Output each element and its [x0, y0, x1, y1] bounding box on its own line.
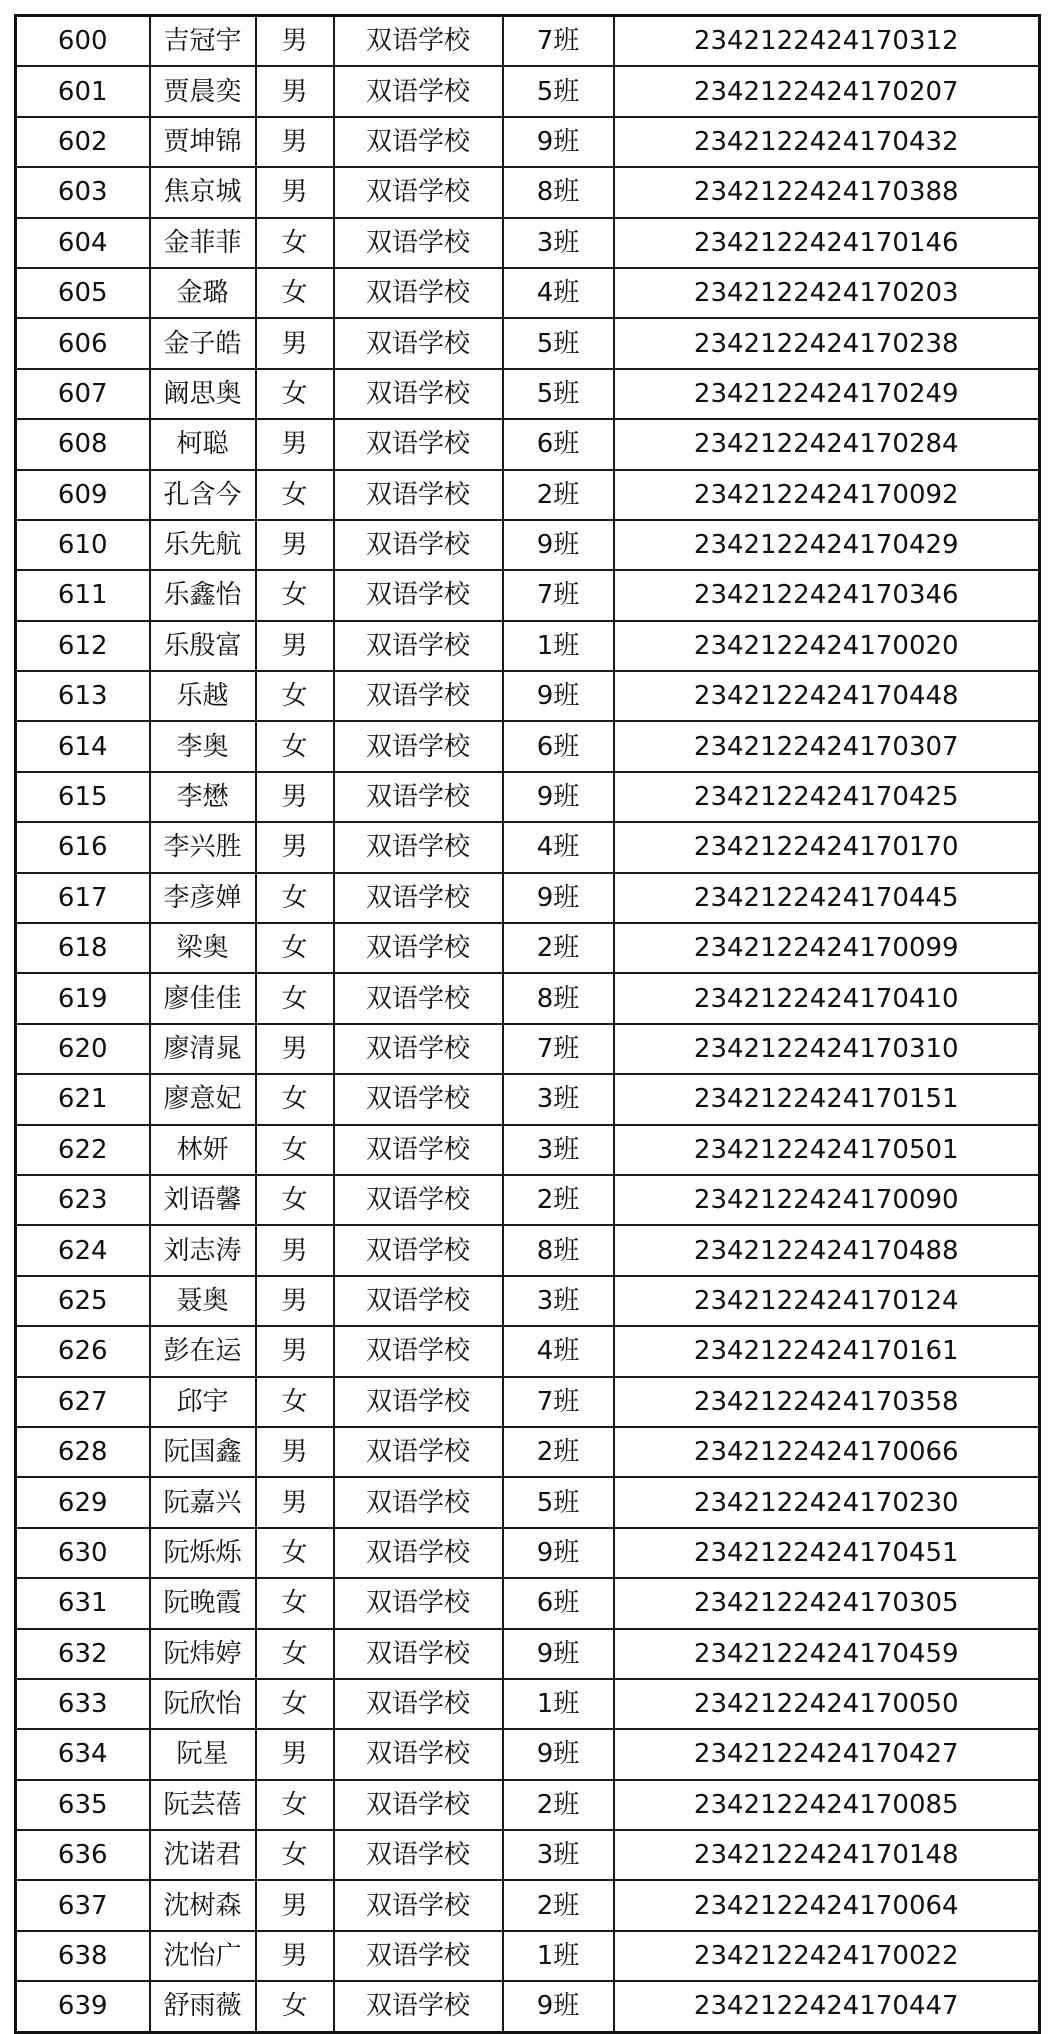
- school-cell: 双语学校: [334, 419, 503, 469]
- class-cell: 2班: [503, 1780, 614, 1830]
- class-cell: 5班: [503, 369, 614, 419]
- serial-number-cell: 613: [16, 671, 150, 721]
- class-cell: 9班: [503, 671, 614, 721]
- student-name-cell: 廖意妃: [150, 1074, 256, 1124]
- student-id-cell: 2342122424170022: [614, 1931, 1040, 1981]
- school-cell: 双语学校: [334, 470, 503, 520]
- student-id-cell: 2342122424170020: [614, 621, 1040, 671]
- table-row: [16, 1125, 1040, 1175]
- serial-number-cell: 611: [16, 570, 150, 620]
- student-name-cell: 李彦婵: [150, 873, 256, 923]
- school-cell: 双语学校: [334, 1528, 503, 1578]
- student-name-cell: 阚思奥: [150, 369, 256, 419]
- table-row: [16, 1477, 1040, 1527]
- student-id-cell: 2342122424170429: [614, 520, 1040, 570]
- school-cell: 双语学校: [334, 218, 503, 268]
- class-cell: 9班: [503, 873, 614, 923]
- table-row: [16, 570, 1040, 620]
- table-row: [16, 66, 1040, 116]
- student-id-cell: 2342122424170427: [614, 1729, 1040, 1779]
- serial-number-cell: 610: [16, 520, 150, 570]
- student-id-cell: 2342122424170124: [614, 1276, 1040, 1326]
- student-name-cell: 乐先航: [150, 520, 256, 570]
- gender-cell: 女: [256, 1175, 334, 1225]
- student-id-cell: 2342122424170312: [614, 16, 1040, 67]
- school-cell: 双语学校: [334, 822, 503, 872]
- gender-cell: 男: [256, 1729, 334, 1779]
- student-name-cell: 金璐: [150, 268, 256, 318]
- class-cell: 2班: [503, 1175, 614, 1225]
- serial-number-cell: 634: [16, 1729, 150, 1779]
- student-name-cell: 金子皓: [150, 318, 256, 368]
- student-name-cell: 阮芸蓓: [150, 1780, 256, 1830]
- class-cell: 3班: [503, 1125, 614, 1175]
- table-row: [16, 772, 1040, 822]
- gender-cell: 男: [256, 520, 334, 570]
- student-id-cell: 2342122424170448: [614, 671, 1040, 721]
- class-cell: 9班: [503, 1729, 614, 1779]
- school-cell: 双语学校: [334, 318, 503, 368]
- student-name-cell: 金菲菲: [150, 218, 256, 268]
- class-cell: 2班: [503, 923, 614, 973]
- gender-cell: 女: [256, 1679, 334, 1729]
- table-row: [16, 117, 1040, 167]
- school-cell: 双语学校: [334, 1830, 503, 1880]
- gender-cell: 男: [256, 1225, 334, 1275]
- school-cell: 双语学校: [334, 1377, 503, 1427]
- school-cell: 双语学校: [334, 973, 503, 1023]
- student-name-cell: 阮星: [150, 1729, 256, 1779]
- student-name-cell: 阮国鑫: [150, 1427, 256, 1477]
- school-cell: 双语学校: [334, 1276, 503, 1326]
- table-row: [16, 923, 1040, 973]
- student-name-cell: 梁奥: [150, 923, 256, 973]
- class-cell: 8班: [503, 167, 614, 217]
- gender-cell: 男: [256, 1931, 334, 1981]
- student-id-cell: 2342122424170092: [614, 470, 1040, 520]
- serial-number-cell: 632: [16, 1629, 150, 1679]
- student-id-cell: 2342122424170203: [614, 268, 1040, 318]
- table-row: [16, 167, 1040, 217]
- school-cell: 双语学校: [334, 621, 503, 671]
- class-cell: 6班: [503, 721, 614, 771]
- table-row: [16, 822, 1040, 872]
- gender-cell: 男: [256, 772, 334, 822]
- table-row: [16, 1780, 1040, 1830]
- table-row: [16, 218, 1040, 268]
- student-name-cell: 刘语馨: [150, 1175, 256, 1225]
- gender-cell: 女: [256, 268, 334, 318]
- class-cell: 6班: [503, 419, 614, 469]
- student-id-cell: 2342122424170170: [614, 822, 1040, 872]
- class-cell: 7班: [503, 1377, 614, 1427]
- class-cell: 2班: [503, 1880, 614, 1930]
- serial-number-cell: 633: [16, 1679, 150, 1729]
- class-cell: 3班: [503, 1830, 614, 1880]
- table-row: [16, 16, 1040, 67]
- school-cell: 双语学校: [334, 570, 503, 620]
- gender-cell: 女: [256, 369, 334, 419]
- table-row: [16, 1981, 1040, 2032]
- student-name-cell: 刘志涛: [150, 1225, 256, 1275]
- school-cell: 双语学校: [334, 520, 503, 570]
- student-name-cell: 阮晚霞: [150, 1578, 256, 1628]
- serial-number-cell: 625: [16, 1276, 150, 1326]
- class-cell: 7班: [503, 1024, 614, 1074]
- class-cell: 5班: [503, 66, 614, 116]
- student-id-cell: 2342122424170501: [614, 1125, 1040, 1175]
- table-row: [16, 1377, 1040, 1427]
- class-cell: 9班: [503, 1528, 614, 1578]
- serial-number-cell: 604: [16, 218, 150, 268]
- table-row: [16, 318, 1040, 368]
- student-id-cell: 2342122424170346: [614, 570, 1040, 620]
- serial-number-cell: 621: [16, 1074, 150, 1124]
- student-id-cell: 2342122424170161: [614, 1326, 1040, 1376]
- serial-number-cell: 616: [16, 822, 150, 872]
- table-row: [16, 1427, 1040, 1477]
- class-cell: 3班: [503, 1276, 614, 1326]
- table-row: [16, 1276, 1040, 1326]
- serial-number-cell: 637: [16, 1880, 150, 1930]
- student-name-cell: 阮烁烁: [150, 1528, 256, 1578]
- class-cell: 6班: [503, 1578, 614, 1628]
- student-name-cell: 阮炜婷: [150, 1629, 256, 1679]
- student-name-cell: 彭在运: [150, 1326, 256, 1376]
- serial-number-cell: 619: [16, 973, 150, 1023]
- student-name-cell: 贾坤锦: [150, 117, 256, 167]
- gender-cell: 男: [256, 16, 334, 67]
- table-row: [16, 419, 1040, 469]
- serial-number-cell: 618: [16, 923, 150, 973]
- table-row: [16, 973, 1040, 1023]
- school-cell: 双语学校: [334, 772, 503, 822]
- student-name-cell: 柯聪: [150, 419, 256, 469]
- class-cell: 1班: [503, 621, 614, 671]
- student-id-cell: 2342122424170099: [614, 923, 1040, 973]
- student-id-cell: 2342122424170284: [614, 419, 1040, 469]
- gender-cell: 女: [256, 218, 334, 268]
- student-name-cell: 阮欣怡: [150, 1679, 256, 1729]
- serial-number-cell: 628: [16, 1427, 150, 1477]
- class-cell: 9班: [503, 1629, 614, 1679]
- student-name-cell: 贾晨奕: [150, 66, 256, 116]
- student-id-cell: 2342122424170064: [614, 1880, 1040, 1930]
- gender-cell: 男: [256, 621, 334, 671]
- student-id-cell: 2342122424170445: [614, 873, 1040, 923]
- table-row: [16, 1225, 1040, 1275]
- student-id-cell: 2342122424170388: [614, 167, 1040, 217]
- student-name-cell: 李懋: [150, 772, 256, 822]
- school-cell: 双语学校: [334, 1931, 503, 1981]
- gender-cell: 女: [256, 973, 334, 1023]
- class-cell: 7班: [503, 16, 614, 67]
- student-id-cell: 2342122424170207: [614, 66, 1040, 116]
- class-cell: 3班: [503, 218, 614, 268]
- gender-cell: 女: [256, 671, 334, 721]
- gender-cell: 女: [256, 470, 334, 520]
- roster-table: [14, 14, 1041, 2034]
- student-id-cell: 2342122424170410: [614, 973, 1040, 1023]
- table-row: [16, 1729, 1040, 1779]
- serial-number-cell: 603: [16, 167, 150, 217]
- gender-cell: 男: [256, 66, 334, 116]
- student-id-cell: 2342122424170066: [614, 1427, 1040, 1477]
- gender-cell: 女: [256, 1528, 334, 1578]
- class-cell: 5班: [503, 318, 614, 368]
- gender-cell: 男: [256, 1276, 334, 1326]
- roster-table-body: [16, 16, 1040, 2033]
- student-id-cell: 2342122424170459: [614, 1629, 1040, 1679]
- serial-number-cell: 626: [16, 1326, 150, 1376]
- table-row: [16, 1024, 1040, 1074]
- table-row: [16, 1679, 1040, 1729]
- gender-cell: 男: [256, 167, 334, 217]
- student-name-cell: 乐殷富: [150, 621, 256, 671]
- class-cell: 4班: [503, 1326, 614, 1376]
- class-cell: 5班: [503, 1477, 614, 1527]
- table-row: [16, 621, 1040, 671]
- school-cell: 双语学校: [334, 1578, 503, 1628]
- school-cell: 双语学校: [334, 167, 503, 217]
- serial-number-cell: 623: [16, 1175, 150, 1225]
- school-cell: 双语学校: [334, 1175, 503, 1225]
- student-id-cell: 2342122424170230: [614, 1477, 1040, 1527]
- gender-cell: 男: [256, 419, 334, 469]
- school-cell: 双语学校: [334, 268, 503, 318]
- student-roster: [14, 14, 1038, 2022]
- table-row: [16, 1578, 1040, 1628]
- class-cell: 8班: [503, 1225, 614, 1275]
- gender-cell: 男: [256, 318, 334, 368]
- table-row: [16, 1175, 1040, 1225]
- gender-cell: 男: [256, 1326, 334, 1376]
- serial-number-cell: 638: [16, 1931, 150, 1981]
- student-id-cell: 2342122424170358: [614, 1377, 1040, 1427]
- serial-number-cell: 608: [16, 419, 150, 469]
- student-name-cell: 舒雨薇: [150, 1981, 256, 2032]
- student-id-cell: 2342122424170307: [614, 721, 1040, 771]
- table-row: [16, 268, 1040, 318]
- student-name-cell: 乐鑫怡: [150, 570, 256, 620]
- gender-cell: 女: [256, 721, 334, 771]
- table-row: [16, 1880, 1040, 1930]
- student-name-cell: 乐越: [150, 671, 256, 721]
- serial-number-cell: 614: [16, 721, 150, 771]
- class-cell: 9班: [503, 117, 614, 167]
- student-name-cell: 吉冠宇: [150, 16, 256, 67]
- school-cell: 双语学校: [334, 1729, 503, 1779]
- serial-number-cell: 636: [16, 1830, 150, 1880]
- student-id-cell: 2342122424170151: [614, 1074, 1040, 1124]
- gender-cell: 男: [256, 822, 334, 872]
- gender-cell: 女: [256, 1578, 334, 1628]
- school-cell: 双语学校: [334, 1629, 503, 1679]
- school-cell: 双语学校: [334, 1024, 503, 1074]
- class-cell: 9班: [503, 1981, 614, 2032]
- table-row: [16, 1629, 1040, 1679]
- table-row: [16, 1528, 1040, 1578]
- student-name-cell: 沈怡广: [150, 1931, 256, 1981]
- gender-cell: 女: [256, 1629, 334, 1679]
- serial-number-cell: 600: [16, 16, 150, 67]
- student-name-cell: 焦京城: [150, 167, 256, 217]
- student-name-cell: 林妍: [150, 1125, 256, 1175]
- serial-number-cell: 615: [16, 772, 150, 822]
- class-cell: 9班: [503, 772, 614, 822]
- class-cell: 2班: [503, 470, 614, 520]
- student-id-cell: 2342122424170488: [614, 1225, 1040, 1275]
- serial-number-cell: 622: [16, 1125, 150, 1175]
- school-cell: 双语学校: [334, 369, 503, 419]
- student-id-cell: 2342122424170148: [614, 1830, 1040, 1880]
- table-row: [16, 671, 1040, 721]
- student-name-cell: 沈诺君: [150, 1830, 256, 1880]
- student-name-cell: 沈树森: [150, 1880, 256, 1930]
- student-id-cell: 2342122424170425: [614, 772, 1040, 822]
- school-cell: 双语学校: [334, 1981, 503, 2032]
- serial-number-cell: 601: [16, 66, 150, 116]
- student-id-cell: 2342122424170451: [614, 1528, 1040, 1578]
- table-row: [16, 470, 1040, 520]
- school-cell: 双语学校: [334, 1427, 503, 1477]
- class-cell: 8班: [503, 973, 614, 1023]
- serial-number-cell: 607: [16, 369, 150, 419]
- student-name-cell: 廖清晁: [150, 1024, 256, 1074]
- student-id-cell: 2342122424170310: [614, 1024, 1040, 1074]
- serial-number-cell: 605: [16, 268, 150, 318]
- school-cell: 双语学校: [334, 1326, 503, 1376]
- table-row: [16, 721, 1040, 771]
- school-cell: 双语学校: [334, 1880, 503, 1930]
- class-cell: 1班: [503, 1679, 614, 1729]
- school-cell: 双语学校: [334, 873, 503, 923]
- school-cell: 双语学校: [334, 923, 503, 973]
- school-cell: 双语学校: [334, 671, 503, 721]
- gender-cell: 男: [256, 1024, 334, 1074]
- table-row: [16, 873, 1040, 923]
- gender-cell: 女: [256, 1830, 334, 1880]
- student-name-cell: 李奥: [150, 721, 256, 771]
- serial-number-cell: 609: [16, 470, 150, 520]
- school-cell: 双语学校: [334, 1780, 503, 1830]
- gender-cell: 男: [256, 1477, 334, 1527]
- student-id-cell: 2342122424170447: [614, 1981, 1040, 2032]
- gender-cell: 女: [256, 1125, 334, 1175]
- gender-cell: 女: [256, 1780, 334, 1830]
- serial-number-cell: 602: [16, 117, 150, 167]
- school-cell: 双语学校: [334, 1679, 503, 1729]
- student-name-cell: 阮嘉兴: [150, 1477, 256, 1527]
- gender-cell: 女: [256, 1981, 334, 2032]
- serial-number-cell: 612: [16, 621, 150, 671]
- serial-number-cell: 629: [16, 1477, 150, 1527]
- class-cell: 2班: [503, 1427, 614, 1477]
- student-name-cell: 孔含今: [150, 470, 256, 520]
- class-cell: 1班: [503, 1931, 614, 1981]
- student-id-cell: 2342122424170085: [614, 1780, 1040, 1830]
- school-cell: 双语学校: [334, 1225, 503, 1275]
- class-cell: 4班: [503, 822, 614, 872]
- class-cell: 3班: [503, 1074, 614, 1124]
- student-name-cell: 廖佳佳: [150, 973, 256, 1023]
- student-name-cell: 聂奥: [150, 1276, 256, 1326]
- school-cell: 双语学校: [334, 1125, 503, 1175]
- school-cell: 双语学校: [334, 117, 503, 167]
- serial-number-cell: 639: [16, 1981, 150, 2032]
- table-row: [16, 369, 1040, 419]
- serial-number-cell: 630: [16, 1528, 150, 1578]
- student-name-cell: 邱宇: [150, 1377, 256, 1427]
- student-id-cell: 2342122424170432: [614, 117, 1040, 167]
- school-cell: 双语学校: [334, 16, 503, 67]
- gender-cell: 男: [256, 1880, 334, 1930]
- student-id-cell: 2342122424170050: [614, 1679, 1040, 1729]
- gender-cell: 男: [256, 117, 334, 167]
- serial-number-cell: 620: [16, 1024, 150, 1074]
- serial-number-cell: 624: [16, 1225, 150, 1275]
- gender-cell: 男: [256, 1427, 334, 1477]
- table-row: [16, 1830, 1040, 1880]
- school-cell: 双语学校: [334, 1074, 503, 1124]
- student-name-cell: 李兴胜: [150, 822, 256, 872]
- student-id-cell: 2342122424170249: [614, 369, 1040, 419]
- table-row: [16, 1931, 1040, 1981]
- student-id-cell: 2342122424170238: [614, 318, 1040, 368]
- serial-number-cell: 631: [16, 1578, 150, 1628]
- table-row: [16, 1326, 1040, 1376]
- school-cell: 双语学校: [334, 1477, 503, 1527]
- gender-cell: 女: [256, 1377, 334, 1427]
- serial-number-cell: 627: [16, 1377, 150, 1427]
- school-cell: 双语学校: [334, 66, 503, 116]
- class-cell: 9班: [503, 520, 614, 570]
- table-row: [16, 520, 1040, 570]
- class-cell: 4班: [503, 268, 614, 318]
- gender-cell: 女: [256, 923, 334, 973]
- serial-number-cell: 617: [16, 873, 150, 923]
- serial-number-cell: 606: [16, 318, 150, 368]
- student-id-cell: 2342122424170090: [614, 1175, 1040, 1225]
- student-id-cell: 2342122424170146: [614, 218, 1040, 268]
- table-row: [16, 1074, 1040, 1124]
- class-cell: 7班: [503, 570, 614, 620]
- student-id-cell: 2342122424170305: [614, 1578, 1040, 1628]
- gender-cell: 女: [256, 1074, 334, 1124]
- gender-cell: 女: [256, 570, 334, 620]
- serial-number-cell: 635: [16, 1780, 150, 1830]
- gender-cell: 女: [256, 873, 334, 923]
- school-cell: 双语学校: [334, 721, 503, 771]
